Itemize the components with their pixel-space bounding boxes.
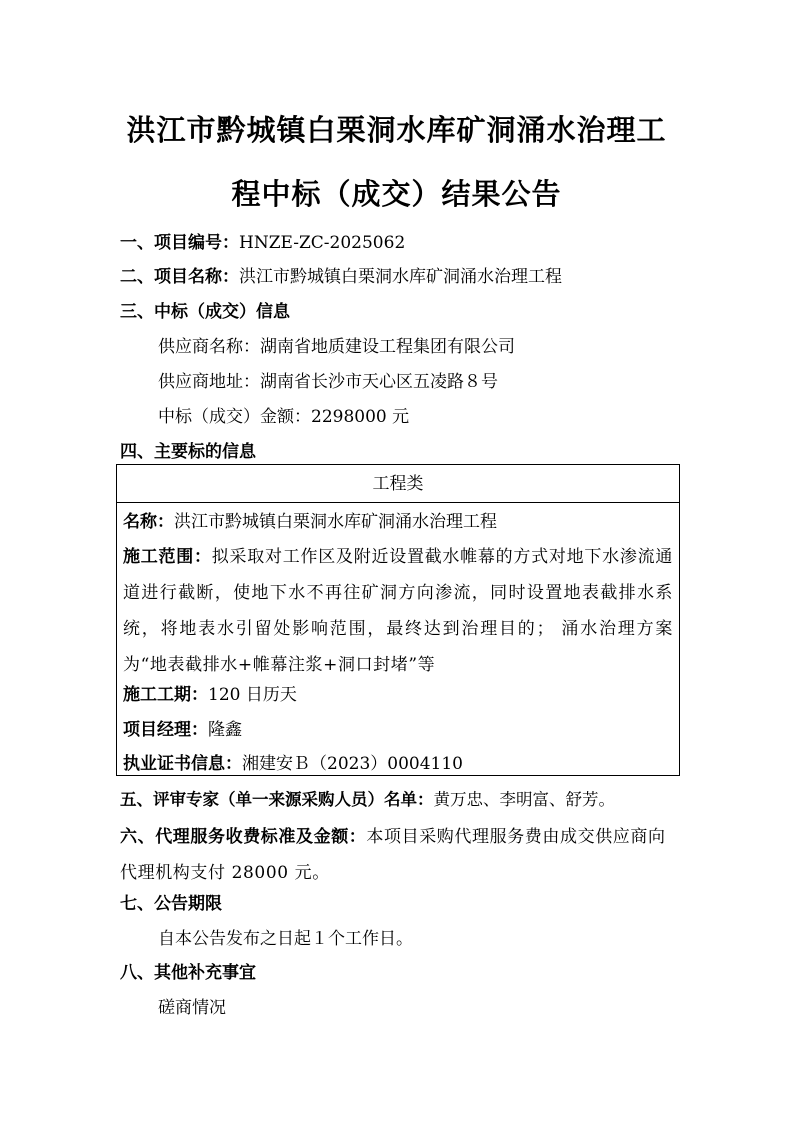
document-title-line-2: 程中标（成交）结果公告: [231, 177, 562, 211]
table-row-manager: [123, 718, 673, 742]
notice-period-heading: 七、公告期限: [120, 894, 222, 914]
supplier-address-label: 供应商地址：: [158, 372, 260, 392]
supplier-name-label: 供应商名称：: [158, 337, 260, 357]
table-row-name: [123, 510, 673, 534]
agency-fee-row: [120, 819, 680, 891]
scope-value: 拟采取对工作区及附近设置截水帷幕的方式对地下水渗流通道进行截断，使地下水不再往矿洞方向渗流，同时设置地表截排水系统，将地表水引留处影响范围，最终达到治理目的； 涌水治理方案为“地表截排水+帷幕注浆+洞口封堵”等: [123, 547, 673, 675]
award-amount-value: 2298000 元: [311, 407, 410, 427]
award-amount-row: [158, 405, 683, 429]
award-amount-label: 中标（成交）金额：: [158, 407, 311, 427]
period-label: 施工工期：: [123, 685, 208, 705]
table-header: 工程类: [117, 465, 679, 503]
certificate-value: 湘建安Ｂ（2023）0004110: [242, 754, 463, 774]
table-row-scope: [123, 539, 673, 683]
project-name-row: [120, 265, 683, 289]
agency-fee-value: 本项目采购代理服务费由成交供应商向代理机构支付 28000 元。: [120, 827, 666, 883]
project-number-label: 一、项目编号：: [120, 233, 239, 253]
name-label: 名称：: [123, 512, 174, 532]
other-matters-heading: 八、其他补充事宜: [120, 963, 256, 983]
review-experts-value: 黄万忠、李明富、舒芳。: [433, 790, 615, 809]
manager-value: 隆鑫: [208, 720, 242, 740]
certificate-label: 执业证书信息：: [123, 754, 242, 774]
project-name-value: 洪江市黔城镇白栗洞水库矿洞涌水治理工程: [239, 267, 562, 287]
award-info-heading: 三、中标（成交）信息: [120, 302, 290, 322]
supplier-name-row: [158, 335, 683, 359]
review-experts-row: [120, 788, 693, 812]
review-experts-label: 五、评审专家（单一来源采购人员）名单：: [120, 790, 434, 809]
subject-info-table: [116, 464, 680, 776]
notice-period-text: 自本公告发布之日起１个工作日。: [158, 929, 413, 949]
supplier-address-value: 湖南省长沙市天心区五凌路８号: [260, 372, 498, 392]
supplier-name-value: 湖南省地质建设工程集团有限公司: [260, 337, 515, 357]
manager-label: 项目经理：: [123, 720, 208, 740]
project-number-row: [120, 231, 683, 255]
project-number-value: HNZE-ZC-2025062: [239, 233, 406, 253]
main-subject-heading: 四、主要标的信息: [120, 442, 256, 462]
period-value: 120 日历天: [208, 685, 297, 705]
project-name-label: 二、项目名称：: [120, 267, 239, 287]
scope-label: 施工范围：: [123, 547, 212, 567]
supplier-address-row: [158, 370, 683, 394]
other-matters-text: 磋商情况: [158, 998, 226, 1018]
name-value: 洪江市黔城镇白栗洞水库矿洞涌水治理工程: [174, 512, 497, 532]
table-row-period: [123, 683, 673, 707]
table-row-certificate: [123, 752, 673, 776]
document-title-line-1: 洪江市黔城镇白栗洞水库矿洞涌水治理工: [126, 113, 667, 147]
agency-fee-label: 六、代理服务收费标准及金额：: [120, 827, 367, 847]
